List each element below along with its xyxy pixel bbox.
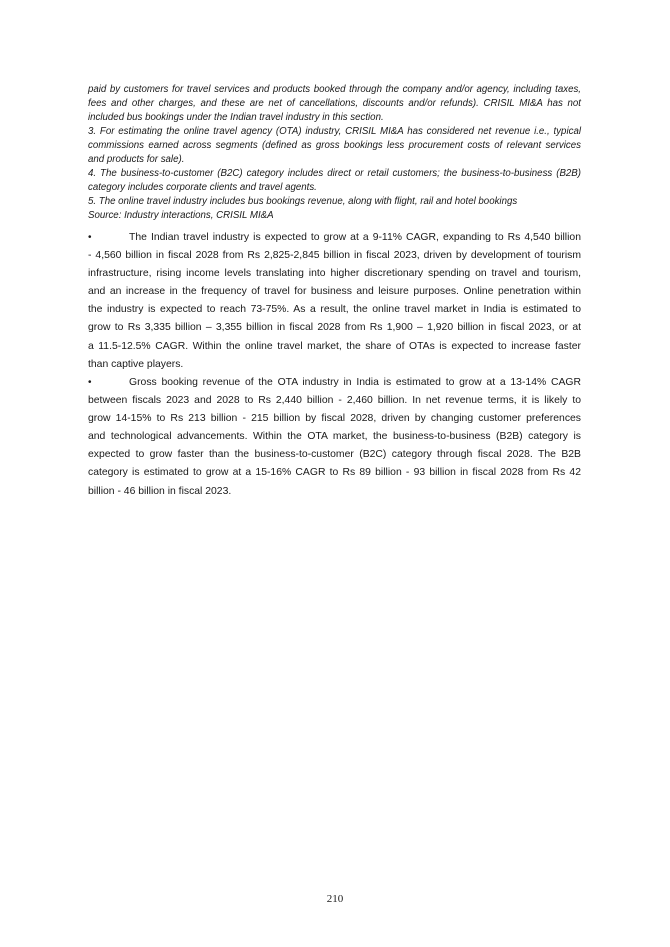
- paragraph-line: infrastructure, rising income levels translating into higher discretionary spending on travel and tourism,: [88, 268, 581, 280]
- footnotes: [88, 83, 581, 223]
- paragraph-line: the industry is expected to reach 73-75%. As a result, the online travel market in India is estimated to: [88, 304, 581, 316]
- bullet-paragraph-travel-industry: [88, 229, 581, 374]
- paragraph-line: grow to Rs 3,335 billion – 3,355 billion in fiscal 2028 from Rs 1,900 – 1,920 billion in fiscal 2023, or at: [88, 322, 581, 334]
- footnote-line: 4. The business-to-customer (B2C) category includes direct or retail customers; the business-to-business (B2B): [88, 168, 581, 179]
- paragraph-line: category is estimated to grow at a 15-16% CAGR to Rs 89 billion - 93 billion in fiscal 2028 from Rs 42: [88, 467, 581, 479]
- paragraph-line: - 4,560 billion in fiscal 2028 from Rs 2,825-2,845 billion in fiscal 2023, driven by development of tourism: [88, 250, 581, 262]
- footnote-line: fees and other charges, and these are net of cancellations, discounts and/or refunds). CRISIL MI&A has not: [88, 98, 581, 109]
- footnote-line: commissions earned across segments (defined as gross bookings less procurement costs of relevant services: [88, 140, 581, 151]
- paragraph-line: [88, 229, 581, 247]
- paragraph-line: and technological advancements. Within the OTA market, the business-to-business (B2B) category is: [88, 431, 581, 443]
- paragraph-line: than captive players.: [88, 358, 184, 370]
- footnote-line: and products for sale).: [88, 154, 185, 165]
- footnote-line: 3. For estimating the online travel agency (OTA) industry, CRISIL MI&A has considered net revenue i.e., typical: [88, 126, 581, 137]
- page-number: 210: [326, 893, 344, 905]
- footnote-line: paid by customers for travel services and products booked through the company and/or agency, including taxes,: [88, 84, 581, 95]
- footnote-line: category includes corporate clients and travel agents.: [88, 182, 317, 193]
- paragraph-line: a 11.5-12.5% CAGR. Within the online travel market, the share of OTAs is expected to increase faster: [88, 340, 581, 352]
- paragraph-line: between fiscals 2023 and 2028 to Rs 2,440 billion - 2,460 billion. In net revenue terms, it is likely to: [88, 395, 581, 407]
- bullet-paragraph-ota-industry: [88, 374, 581, 501]
- paragraph-line: expected to grow faster than the business-to-customer (B2C) category through fiscal 2028. The B2B: [88, 449, 581, 461]
- bullet-icon: •: [88, 377, 92, 388]
- paragraph-line-text: Gross booking revenue of the OTA industry in India is estimated to grow at a 13-14% CAGR: [129, 377, 581, 388]
- paragraph-line: [88, 374, 581, 392]
- footnote-line: included bus bookings under the Indian travel industry in this section.: [88, 112, 384, 123]
- paragraph-line: and an increase in the frequency of travel for business and leisure purposes. Online penetration within: [88, 286, 581, 298]
- paragraph-line: billion - 46 billion in fiscal 2023.: [88, 485, 232, 497]
- footnote-line: 5. The online travel industry includes bus bookings revenue, along with flight, rail and hotel bookings: [88, 196, 518, 207]
- bullet-icon: •: [88, 232, 92, 243]
- paragraph-line: grow 14-15% to Rs 213 billion - 215 billion by fiscal 2028, driven by changing customer preferences: [88, 413, 581, 425]
- footnote-line: Source: Industry interactions, CRISIL MI&A: [88, 210, 274, 221]
- paragraph-line-text: The Indian travel industry is expected to grow at a 9-11% CAGR, expanding to Rs 4,540 billion: [129, 232, 581, 243]
